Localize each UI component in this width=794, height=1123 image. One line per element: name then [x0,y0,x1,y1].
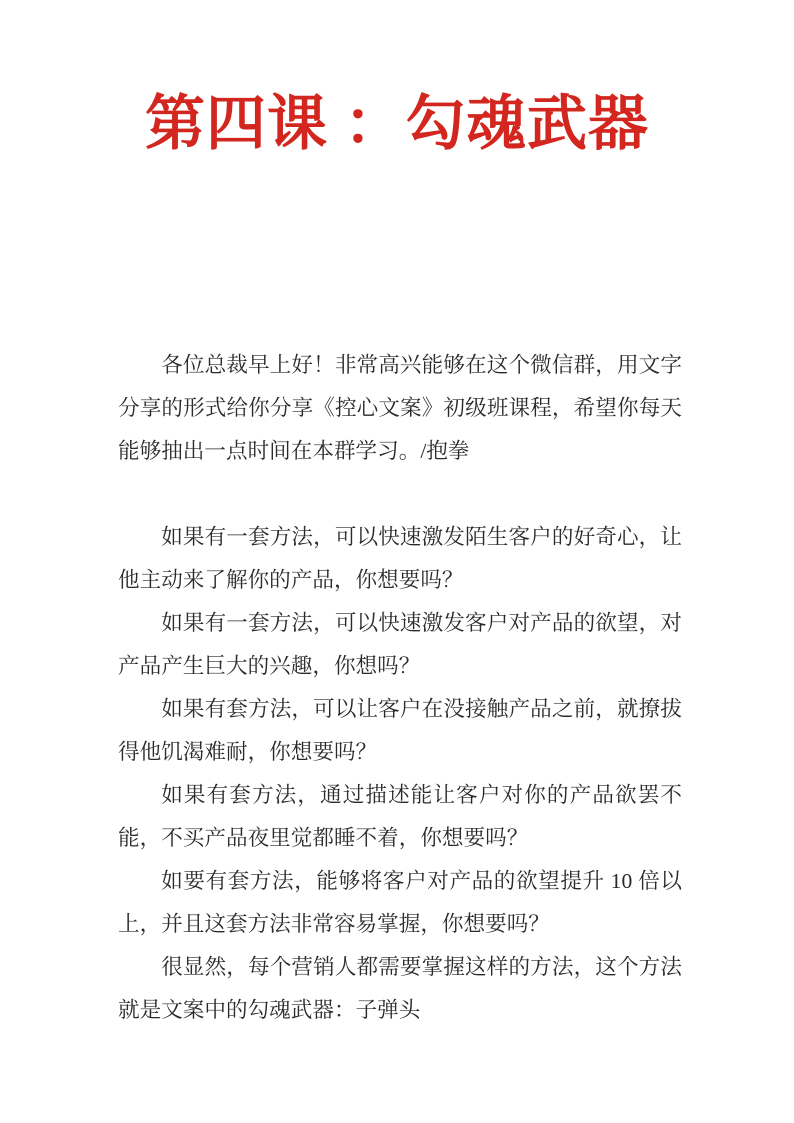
paragraph-method-tease: 如果有套方法，可以让客户在没接触产品之前，就撩拔得他饥渴难耐，你想要吗？ [118,697,682,764]
paragraph-method-10x: 如要有套方法，能够将客户对产品的欲望提升 10 倍以上，并且这套方法非常容易掌握，你想要吗？ [118,869,682,936]
paragraph-method-desire: 如果有一套方法，可以快速激发客户对产品的欲望，对产品产生巨大的兴趣，你想吗？ [118,611,682,678]
page-title: 第四课 ：勾魂武器 [145,91,649,157]
paragraph-conclusion: 很显然，每个营销人都需要掌握这样的方法，这个方法就是文案中的勾魂武器：子弹头 [118,955,682,1022]
paragraph-method-curiosity: 如果有一套方法，可以快速激发陌生客户的好奇心，让他主动来了解你的产品，你想要吗？ [118,525,682,592]
document-body [118,344,682,1032]
paragraph-greeting: 各位总裁早上好！非常高兴能够在这个微信群，用文字分享的形式给你分享《控心文案》初级班课程，希望你每天能够抽出一点时间在本群学习。/抱拳 [118,353,682,463]
paragraph-method-sleepless: 如果有套方法，通过描述能让客户对你的产品欲罢不能，不买产品夜里觉都睡不着，你想要吗？ [118,783,682,850]
